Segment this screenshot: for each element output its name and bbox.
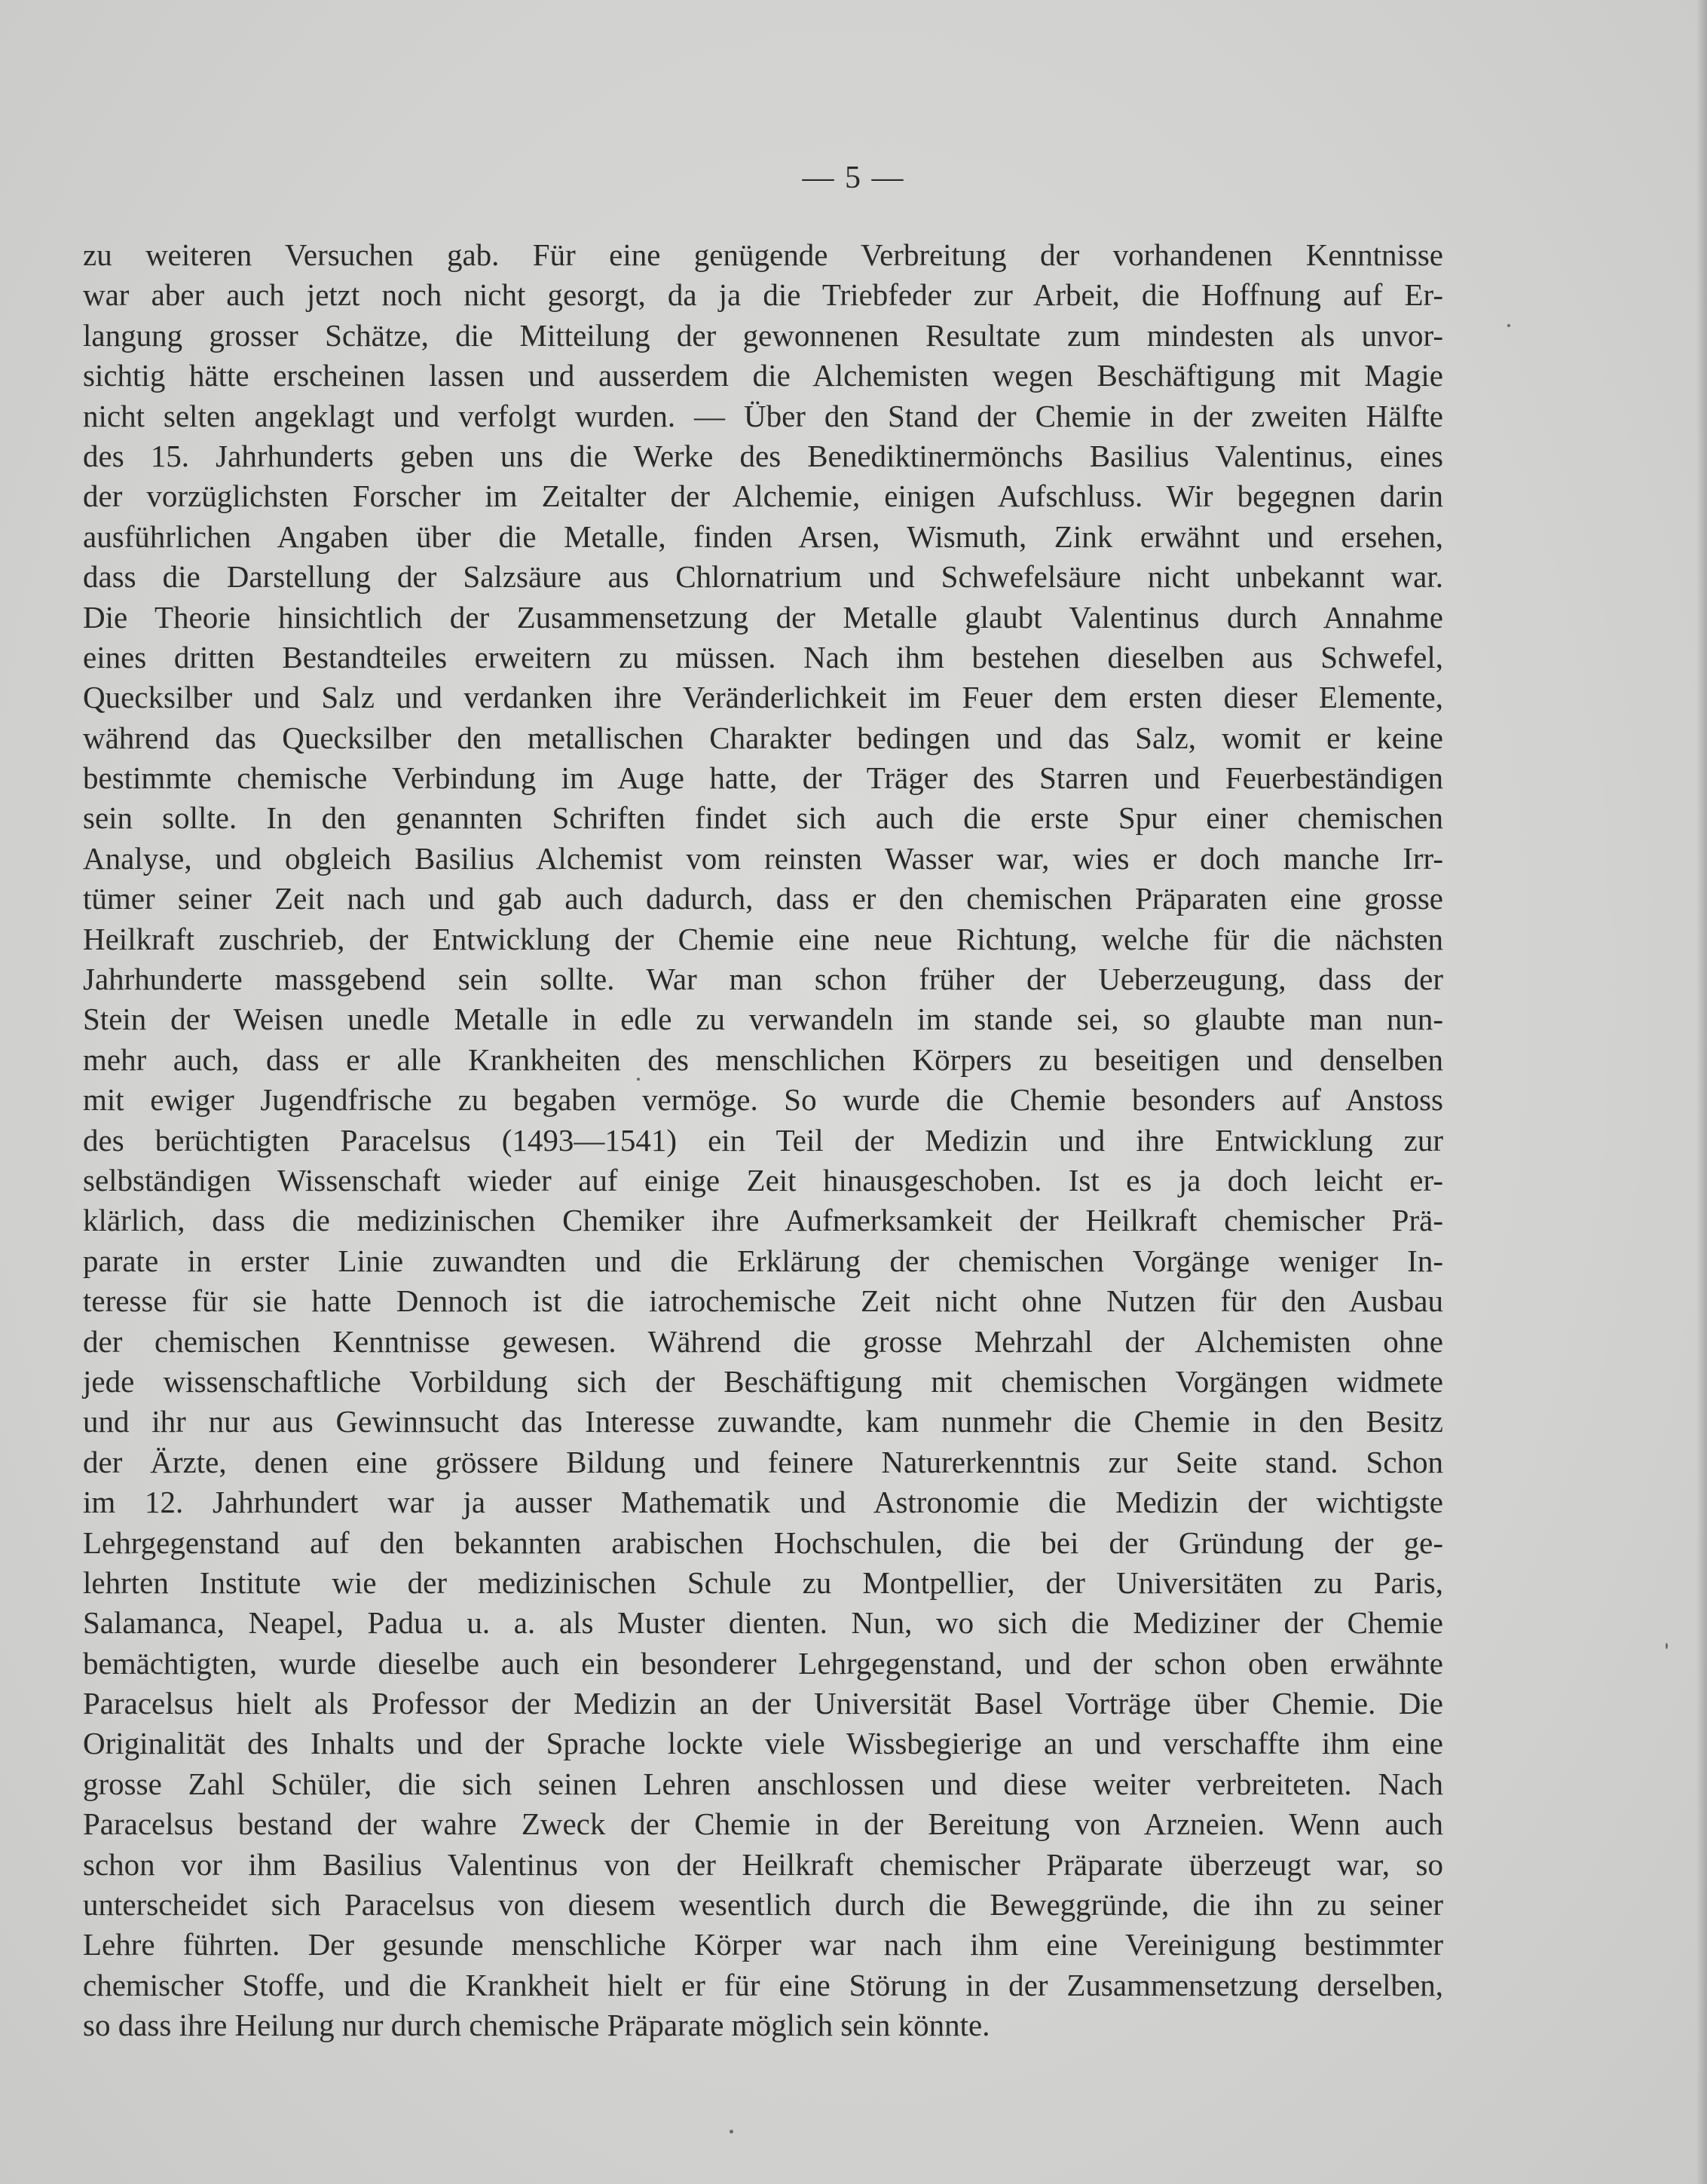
text-line: dass die Darstellung der Salzsäure aus Chlornatrium und Schwefelsäure nicht unbekannt war. xyxy=(83,559,1443,595)
text-line: Originalität des Inhalts und der Sprache lockte viele Wissbegierige an und verschaffte ihm eine xyxy=(83,1726,1443,1761)
page-number: — 5 — xyxy=(802,161,905,195)
text-line: der vorzüglichsten Forscher im Zeitalter der Alchemie, einigen Aufschluss. Wir begegnen darin xyxy=(83,479,1443,514)
text-line: mit ewiger Jugendfrische zu begaben vermöge. So wurde die Chemie besonders auf Anstoss xyxy=(83,1082,1443,1118)
text-line: Lehre führten. Der gesunde menschliche Körper war nach ihm eine Vereinigung bestimmter xyxy=(83,1927,1443,1962)
text-line: sichtig hätte erscheinen lassen und ausserdem die Alchemisten wegen Beschäftigung mit Magie xyxy=(83,358,1443,393)
page-edge-shadow xyxy=(1696,0,1707,2184)
text-line: der Ärzte, denen eine grössere Bildung und feinere Naturerkenntnis zur Seite stand. Schon xyxy=(83,1444,1443,1479)
text-line: grosse Zahl Schüler, die sich seinen Lehren anschlossen und diese weiter verbreiteten. Nach xyxy=(83,1766,1443,1801)
text-line: mehr auch, dass er alle Krankheiten des menschlichen Körpers zu beseitigen und denselben xyxy=(83,1042,1443,1077)
text-line: Paracelsus hielt als Professor der Medizin an der Universität Basel Vorträge über Chemie. Die xyxy=(83,1686,1443,1721)
text-line: klärlich, dass die medizinischen Chemiker ihre Aufmerksamkeit der Heilkraft chemischer Prä- xyxy=(83,1203,1443,1238)
text-line: unterscheidet sich Paracelsus von diesem wesentlich durch die Beweggründe, die ihn zu seiner xyxy=(83,1887,1443,1922)
text-line: parate in erster Linie zuwandten und die Erklärung der chemischen Vorgänge weniger In- xyxy=(83,1243,1443,1278)
text-line: Lehrgegenstand auf den bekannten arabischen Hochschulen, die bei der Gründung der ge- xyxy=(83,1525,1443,1560)
text-line: des berüchtigten Paracelsus (1493—1541) ein Teil der Medizin und ihre Entwicklung zur xyxy=(83,1122,1443,1158)
text-line: eines dritten Bestandteiles erweitern zu müssen. Nach ihm bestehen dieselben aus Schwefel, xyxy=(83,639,1443,674)
text-line: jede wissenschaftliche Vorbildung sich der Beschäftigung mit chemischen Vorgängen widmete xyxy=(83,1363,1443,1399)
scan-speck xyxy=(637,1078,640,1081)
text-line: bemächtigten, wurde dieselbe auch ein besonderer Lehrgegenstand, und der schon oben erwähnte xyxy=(83,1645,1443,1681)
text-line: Quecksilber und Salz und verdanken ihre Veränderlichkeit im Feuer dem ersten dieser Elemente, xyxy=(83,680,1443,715)
text-line: im 12. Jahrhundert war ja ausser Mathematik und Astronomie die Medizin der wichtigste xyxy=(83,1485,1443,1520)
text-line: nicht selten angeklagt und verfolgt wurden. — Über den Stand der Chemie in der zweiten Hälfte xyxy=(83,398,1443,433)
text-line: Die Theorie hinsichtlich der Zusammensetzung der Metalle glaubt Valentinus durch Annahme xyxy=(83,599,1443,635)
text-line: lehrten Institute wie der medizinischen Schule zu Montpellier, der Universitäten zu Paris, xyxy=(83,1565,1443,1600)
text-line: langung grosser Schätze, die Mitteilung der gewonnenen Resultate zum mindesten als unvor- xyxy=(83,317,1443,353)
body-text xyxy=(83,235,1443,2046)
text-line: bestimmte chemische Verbindung im Auge hatte, der Träger des Starren und Feuerbeständigen xyxy=(83,760,1443,796)
text-line: während das Quecksilber den metallischen Charakter bedingen und das Salz, womit er keine xyxy=(83,720,1443,755)
text-line: so dass ihre Heilung nur durch chemische Präparate möglich sein könnte. xyxy=(83,2008,990,2043)
text-line: schon vor ihm Basilius Valentinus von der Heilkraft chemischer Präparate überzeugt war, so xyxy=(83,1846,1443,1882)
text-line: Paracelsus bestand der wahre Zweck der Chemie in der Bereitung von Arzneien. Wenn auch xyxy=(83,1806,1443,1842)
scan-speck xyxy=(730,2130,733,2134)
text-line: Stein der Weisen unedle Metalle in edle zu verwandeln im stande sei, so glaubte man nun- xyxy=(83,1002,1443,1037)
text-line: sein sollte. In den genannten Schriften findet sich auch die erste Spur einer chemischen xyxy=(83,800,1443,836)
text-line: chemischer Stoffe, und die Krankheit hielt er für eine Störung in der Zusammensetzung derselben, xyxy=(83,1967,1443,2002)
text-line: der chemischen Kenntnisse gewesen. Während die grosse Mehrzahl der Alchemisten ohne xyxy=(83,1323,1443,1359)
text-line: Salamanca, Neapel, Padua u. a. als Muster dienten. Nun, wo sich die Mediziner der Chemie xyxy=(83,1605,1443,1641)
text-line: des 15. Jahrhunderts geben uns die Werke des Benediktinermönchs Basilius Valentinus, eines xyxy=(83,438,1443,473)
text-line: selbständigen Wissenschaft wieder auf einige Zeit hinausgeschoben. Ist es ja doch leicht er- xyxy=(83,1162,1443,1198)
text-line: Analyse, und obgleich Basilius Alchemist vom reinsten Wasser war, wies er doch manche Irr- xyxy=(83,840,1443,876)
text-line: und ihr nur aus Gewinnsucht das Interesse zuwandte, kam nunmehr die Chemie in den Besitz xyxy=(83,1404,1443,1439)
text-line: zu weiteren Versuchen gab. Für eine genügende Verbreitung der vorhandenen Kenntnisse xyxy=(83,237,1443,272)
text-line: ausführlichen Angaben über die Metalle, finden Arsen, Wismuth, Zink erwähnt und ersehen, xyxy=(83,518,1443,554)
scan-speck xyxy=(1507,324,1510,327)
text-line: teresse für sie hatte Dennoch ist die iatrochemische Zeit nicht ohne Nutzen für den Ausbau xyxy=(83,1283,1443,1319)
text-line: Jahrhunderte massgebend sein sollte. War man schon früher der Ueberzeugung, dass der xyxy=(83,962,1443,997)
text-line: war aber auch jetzt noch nicht gesorgt, da ja die Triebfeder zur Arbeit, die Hoffnung auf Er- xyxy=(83,277,1443,313)
text-line: tümer seiner Zeit nach und gab auch dadurch, dass er den chemischen Präparaten eine grosse xyxy=(83,881,1443,916)
text-line: Heilkraft zuschrieb, der Entwicklung der Chemie eine neue Richtung, welche für die nächsten xyxy=(83,921,1443,956)
scan-speck xyxy=(1666,1643,1668,1649)
